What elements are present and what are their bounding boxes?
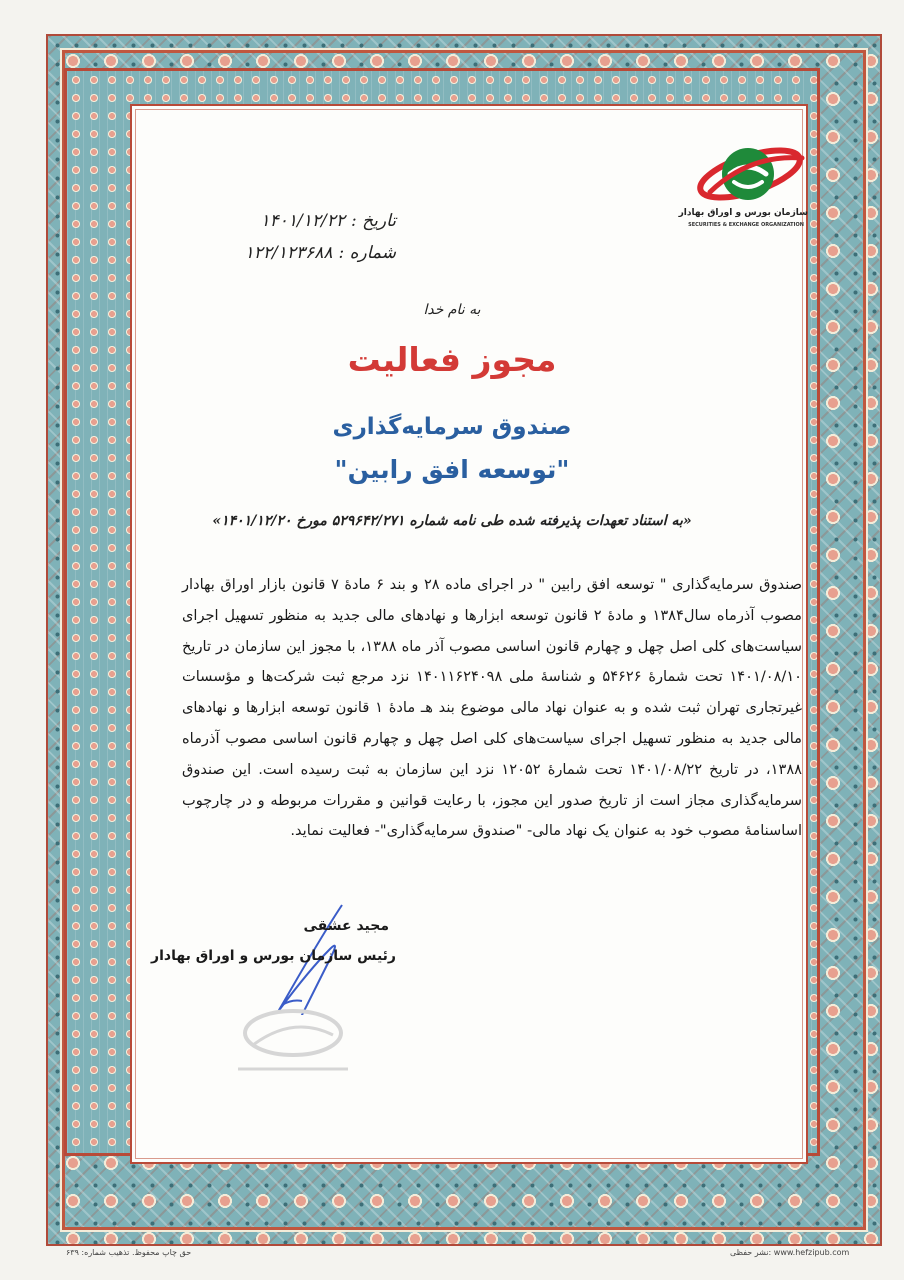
logo-org-name: سازمان بورس و اوراق بهادار: [678, 208, 808, 218]
logo-org-name-en: SECURITIES & EXCHANGE ORGANIZATION: [688, 222, 804, 228]
footer-publisher: www.hefzipub.com :نشر حفظی: [730, 1248, 850, 1257]
reference-line: «به استناد تعهدات پذیرفته شده طی نامه شماره ۵۲۹۶۴۲/۲۷۱ مورخ ۱۴۰۱/۱۲/۲۰»: [212, 513, 692, 529]
signatory-title: رئیس سازمان بورس و اوراق بهادار: [151, 948, 396, 964]
footer-copyright: حق چاپ محفوظ. تذهیب شماره: ۶۳۹: [66, 1248, 192, 1257]
embossed-seal-icon: [228, 995, 358, 1080]
date-value: ۱۴۰۱/۱۲/۲۲: [260, 211, 346, 231]
fund-type: صندوق سرمایه‌گذاری: [332, 414, 572, 440]
certificate-title: مجوز فعالیت: [347, 340, 557, 379]
signatory-name: مجید عشقی: [303, 918, 389, 934]
bismillah: به نام خدا: [423, 302, 481, 318]
number-label: شماره :: [338, 243, 396, 263]
number-value: ۱۲۲/۱۲۳۶۸۸: [244, 243, 333, 263]
number-line: [245, 243, 396, 263]
date-line: [261, 211, 396, 231]
fund-name: "توسعه افق رابین": [334, 455, 570, 484]
certificate-body: صندوق سرمایه‌گذاری " توسعه افق رابین " در اجرای ماده ۲۸ و بند ۶ مادهٔ ۷ قانون بازار اوراق بهادار مصوب آذرماه سال۱۳۸۴ و مادهٔ ۲ قانون توسعه ابزارها و نهادهای مالی جدید به منظور تسهیل اجرای سیاست‌های کلی اصل چهل و چهارم قانون اساسی مصوب آذر ماه ۱۳۸۸، با مجوز این سازمان در تاریخ ۱۴۰۱/۰۸/۱۰ تحت شمارهٔ ۵۴۶۲۶ و شناسهٔ ملی ۱۴۰۱۱۶۲۴۰۹۸ نزد مرجع ثبت شرکت‌ها و مؤسسات غیرتجاری تهران ثبت شده و به عنوان نهاد مالی موضوع بند هـ مادهٔ ۱ قانون توسعه ابزارها و نهادهای مالی جدید به منظور تسهیل اجرای سیاست‌های کلی اصل چهل و چهارم قانون اساسی مصوب آذرماه ۱۳۸۸، در تاریخ ۱۴۰۱/۰۸/۲۲ تحت شمارهٔ ۱۲۰۵۲ نزد این سازمان به ثبت رسیده است. این صندوق سرمایه‌گذاری مجاز است از تاریخ صدور این مجوز، با رعایت قوانین و مقررات مربوطه و در چارچوب اساسنامهٔ مصوب خود به عنوان یک نهاد مالی- "صندوق سرمایه‌گذاری"- فعالیت نماید.: [182, 576, 803, 840]
date-label: تاریخ :: [351, 211, 396, 231]
